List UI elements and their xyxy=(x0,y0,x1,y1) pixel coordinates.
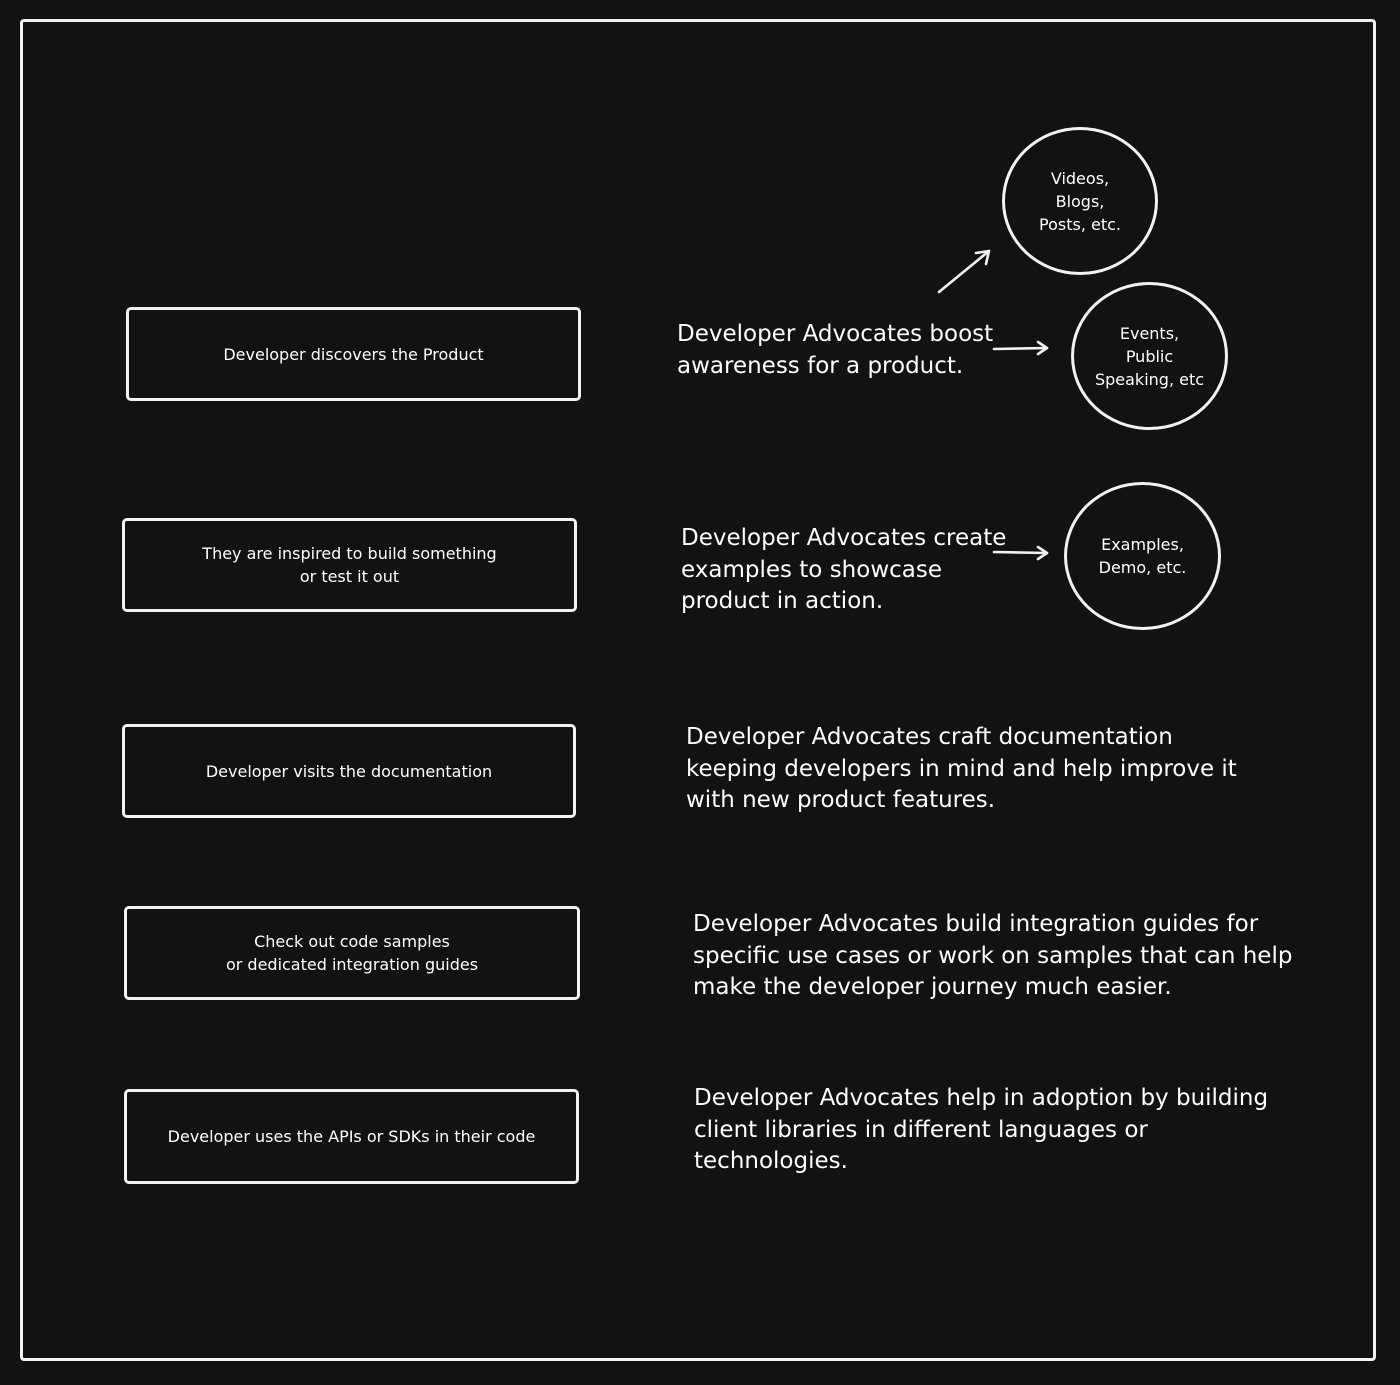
step-discover-product: Developer discovers the Product xyxy=(126,307,581,401)
bubble-videos-blogs-posts: Videos, Blogs, Posts, etc. xyxy=(1002,127,1158,275)
bubble-examples-demo: Examples, Demo, etc. xyxy=(1064,482,1221,630)
description-client-libraries: Developer Advocates help in adoption by building client libraries in different languages or technologies. xyxy=(694,1085,1269,1174)
description-create-examples: Developer Advocates create examples to showcase product in action. xyxy=(681,525,1007,614)
bubble-events-public-speaking: Events, Public Speaking, etc xyxy=(1071,282,1228,430)
step-check-code-samples: Check out code samples or dedicated integration guides xyxy=(124,906,580,1000)
description-integration-guides: Developer Advocates build integration guides for specific use cases or work on samples that can help make the developer journey much easier. xyxy=(693,911,1293,1000)
step-inspired-to-build: They are inspired to build something or test it out xyxy=(122,518,577,612)
step-use-apis-sdks: Developer uses the APIs or SDKs in their code xyxy=(124,1089,579,1184)
description-boost-awareness: Developer Advocates boost awareness for a product. xyxy=(677,321,994,379)
step-visit-documentation: Developer visits the documentation xyxy=(122,724,576,818)
description-craft-documentation: Developer Advocates craft documentation keeping developers in mind and help improve it with new product features. xyxy=(686,724,1237,813)
